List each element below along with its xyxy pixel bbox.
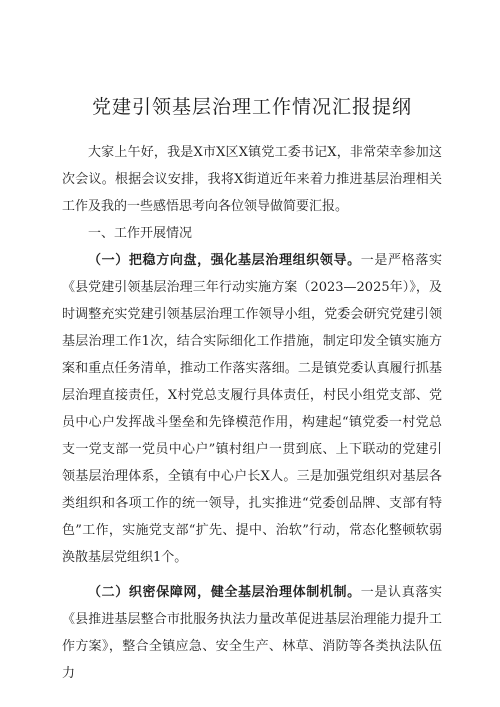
section-heading-work-progress: 一、工作开展情况	[88, 226, 193, 241]
item-2-lead: （二）织密保障网，健全基层治理体制机制。	[88, 585, 361, 600]
item-2-body: 一是认真落实《县推进基层整合市批服务执法力量改革促进基层治理能力提升工作方案》，整合全镇应急、安全生产、林草、消防等各类执法队伍力	[62, 585, 442, 681]
item-2-paragraph	[62, 579, 442, 687]
item-1-body: 一是严格落实《县党建引领基层治理三年行动实施方案（2023—2025年）》，及时调整充实党建引领基层治理工作领导小组，党委会研究党建引领基层治理工作1次，结合实际细化工作措施，制定印发全镇实施方案和重点任务清单，推动工作落实落细。二是镇党委认真履行抓基层治理直接责任，X村党总支履行具体责任，村民小组党支部、党员中心户发挥战斗堡垒和先锋模范作用，构建起“镇党委一村党总支一党支部一党员中心户”镇村组户一贯到底、上下联动的党建引领基层治理体系，全镇有中心户长X人。三是加强党组织对基层各类组织和各项工作的统一领导，扎实推进“党委创品牌、支部有特色”工作，实施党支部“扩先、提中、治软”行动，常态化整顿软弱涣散基层党组织1个。	[62, 253, 442, 565]
item-1-paragraph	[62, 247, 442, 571]
item-1-lead: （一）把稳方向盘，强化基层治理组织领导。	[88, 253, 361, 268]
intro-paragraph: 大家上午好，我是X市X区X镇党工委书记X，非常荣幸参加这次会议。根据会议安排，我将X街道近年来着力推进基层治理相关工作及我的一些感悟思考向各位领导做简要汇报。	[62, 145, 442, 214]
document-title: 党建引领基层治理工作情况汇报提纲	[91, 96, 412, 118]
